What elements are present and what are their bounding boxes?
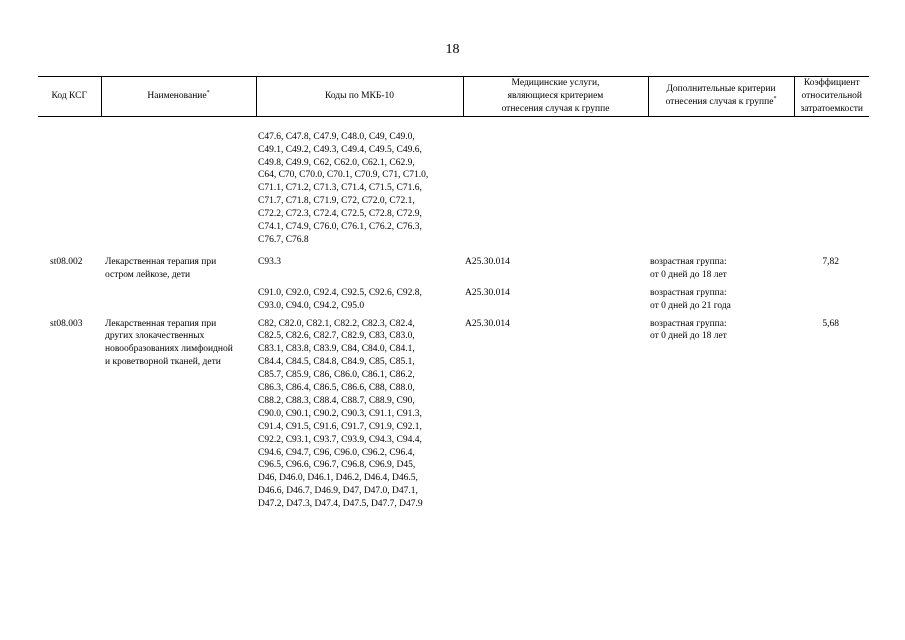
ksg-name [101, 282, 256, 313]
ksg-name: Лекарственная терапия при других злокачественных новообразованиях лимфоидной и кроветворной тканей, дети [105, 318, 233, 368]
extra-criteria: возрастная группа: от 0 дней до 18 лет [650, 318, 727, 342]
medical-service: A25.30.014 [465, 287, 510, 298]
table-row [38, 282, 869, 313]
header-icd: Коды по МКБ-10 [256, 77, 463, 117]
extra-criteria [648, 116, 794, 247]
header-code: Код КСГ [38, 77, 101, 117]
ksg-code: st08.002 [50, 256, 83, 267]
cost-coefficient [794, 282, 869, 313]
extra-criteria: возрастная группа: от 0 дней до 18 лет [650, 256, 727, 280]
icd-codes: C47.6, C47.8, C47.9, C48.0, C49, C49.0, C49.1, C49.2, C49.3, C49.4, C49.5, C49.6, C49.8, C49.9, C62, C62.0, C62.1, C62.9, C64, C70, C70.0, C70.1, C70.9, C71, C71.0, C71.1, C71.2, C71.3, C71.4, C71.5, C71.6, C71.7, C71.8, C71.9, C72, C72.0, C72.1, C72.2, C72.3, C72.4, C72.5, C72.8, C72.9, C74.1, C74.9, C76.0, C76.1, C76.2, C76.3, C76.7, C76.8 [258, 131, 429, 245]
medical-service: A25.30.014 [465, 256, 510, 267]
table-row [38, 116, 869, 247]
header-criteria: Дополнительные критерии отнесения случая к группе* [648, 77, 794, 117]
ksg-code [38, 116, 101, 247]
page-number: 18 [445, 42, 460, 57]
icd-codes: C82, C82.0, C82.1, C82.2, C82.3, C82.4, C82.5, C82.6, C82.7, C82.9, C83, C83.0, C83.1, C83.8, C83.9, C84, C84.0, C84.1, C84.4, C84.5, C84.8, C84.9, C85, C85.1, C85.7, C85.9, C86, C86.0, C86.1, C86.2, C86.3, C86.4, C86.5, C86.6, C88, C88.0, C88.2, C88.3, C88.4, C88.7, C88.9, C90, C90.0, C90.1, C90.2, C90.3, C91.1, C91.3, C91.4, C91.5, C91.6, C91.7, C91.9, C92.1, C92.2, C93.1, C93.7, C93.9, C94.3, C94.4, C94.6, C94.7, C96, C96.0, C96.2, C96.4, C96.5, C96.6, C96.7, C96.8, C96.9, D45, D46, D46.0, D46.1, D46.2, D46.4, D46.5, D46.6, D46.7, D46.9, D47, D47.0, D47.1, D47.2, D47.3, D47.4, D47.5, D47.7, D47.9 [258, 318, 423, 510]
ksg-code [38, 282, 101, 313]
cost-coefficient: 7,82 [822, 256, 839, 267]
ksg-name [101, 116, 256, 247]
ksg-code: st08.003 [50, 318, 83, 329]
footnote-mark: * [773, 96, 777, 103]
header-services: Медицинские услуги, являющиеся критерием отнесения случая к группе [463, 77, 648, 117]
icd-codes: C91.0, C92.0, C92.4, C92.5, C92.6, C92.8, C93.0, C94.0, C94.2, C95.0 [258, 287, 422, 311]
footnote-mark: * [206, 89, 210, 96]
cost-coefficient: 5,68 [822, 318, 839, 329]
cost-coefficient [794, 116, 869, 247]
icd-codes: C93.3 [258, 256, 281, 267]
header-coef: Коэффициент относительной затратоемкости [794, 77, 869, 117]
ksg-name: Лекарственная терапия при остром лейкозе, дети [105, 256, 217, 280]
table-row [38, 247, 869, 282]
medical-service: A25.30.014 [465, 318, 510, 329]
header-name: Наименование* [101, 77, 256, 117]
extra-criteria: возрастная группа: от 0 дней до 21 года [650, 287, 731, 311]
table-row [38, 313, 869, 512]
medical-service [463, 116, 648, 247]
table-header-row [38, 77, 869, 117]
ksg-table [38, 76, 869, 511]
